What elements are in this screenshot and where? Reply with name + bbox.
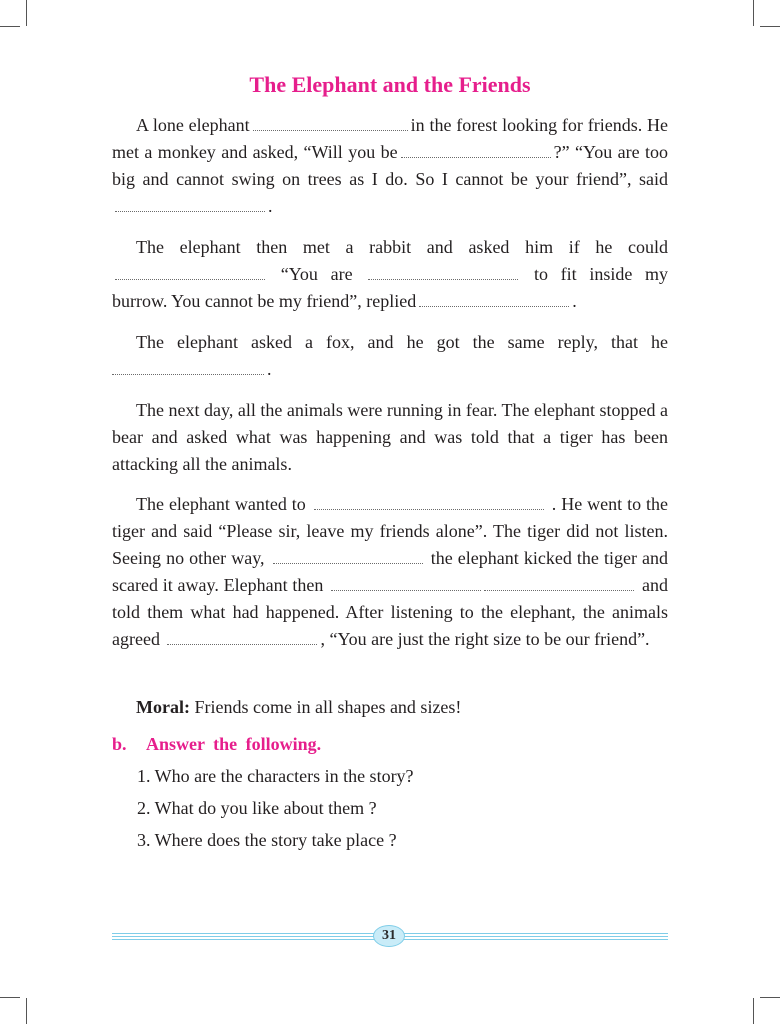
crop-mark	[760, 997, 780, 998]
section-b-heading: b. Answer the following.	[112, 734, 322, 754]
fill-in-blank[interactable]	[484, 575, 634, 591]
fill-in-blank[interactable]	[167, 629, 317, 645]
story-paragraph-3: The elephant asked a fox, and he got the same reply, that he .	[112, 329, 668, 383]
fill-in-blank[interactable]	[331, 575, 481, 591]
fill-in-blank[interactable]	[419, 291, 569, 307]
fill-in-blank[interactable]	[314, 494, 544, 510]
story-paragraph-5: The elephant wanted to . He went to the tiger and said “Please sir, leave my friends alone”. The tiger did not listen. Seeing no other way, the elephant kicked the tiger and scared it away. Elephant then and told them what had happened. After listening to the elephant, the animals agreed , “You are just the right size to be our friend”.	[112, 494, 669, 649]
crop-mark	[0, 997, 20, 998]
story-title: The Elephant and the Friends	[249, 72, 531, 97]
crop-mark	[26, 0, 27, 26]
crop-mark	[26, 998, 27, 1024]
fill-in-blank[interactable]	[115, 196, 265, 212]
fill-in-blank[interactable]	[368, 264, 518, 280]
question-item: 2. What do you like about them ?	[137, 798, 377, 818]
crop-mark	[753, 998, 754, 1024]
crop-mark	[760, 26, 780, 27]
fill-in-blank[interactable]	[112, 359, 264, 375]
fill-in-blank[interactable]	[115, 264, 265, 280]
story-paragraph-2: The elephant then met a rabbit and asked him if he could “You are to fit inside my burrow. You cannot be my friend”, replied .	[112, 237, 669, 311]
fill-in-blank[interactable]	[253, 115, 408, 131]
story-moral: Moral: Friends come in all shapes and sizes!	[136, 697, 462, 717]
page-number: 31	[373, 925, 405, 947]
crop-mark	[753, 0, 754, 26]
question-item: 3. Where does the story take place ?	[137, 830, 397, 850]
fill-in-blank[interactable]	[401, 142, 551, 158]
crop-mark	[0, 26, 20, 27]
story-paragraph-1: A lone elephant in the forest looking for friends. He met a monkey and asked, “Will you be ?” “You are too big and cannot swing on trees as I do. So I cannot be your friend”, said.	[112, 115, 669, 216]
story-paragraph-4: The next day, all the animals were running in fear. The elephant stopped a bear and asked what was happening and was told that a tiger has been attacking all the animals.	[112, 400, 668, 474]
question-item: 1. Who are the characters in the story?	[137, 766, 414, 786]
fill-in-blank[interactable]	[273, 548, 423, 564]
